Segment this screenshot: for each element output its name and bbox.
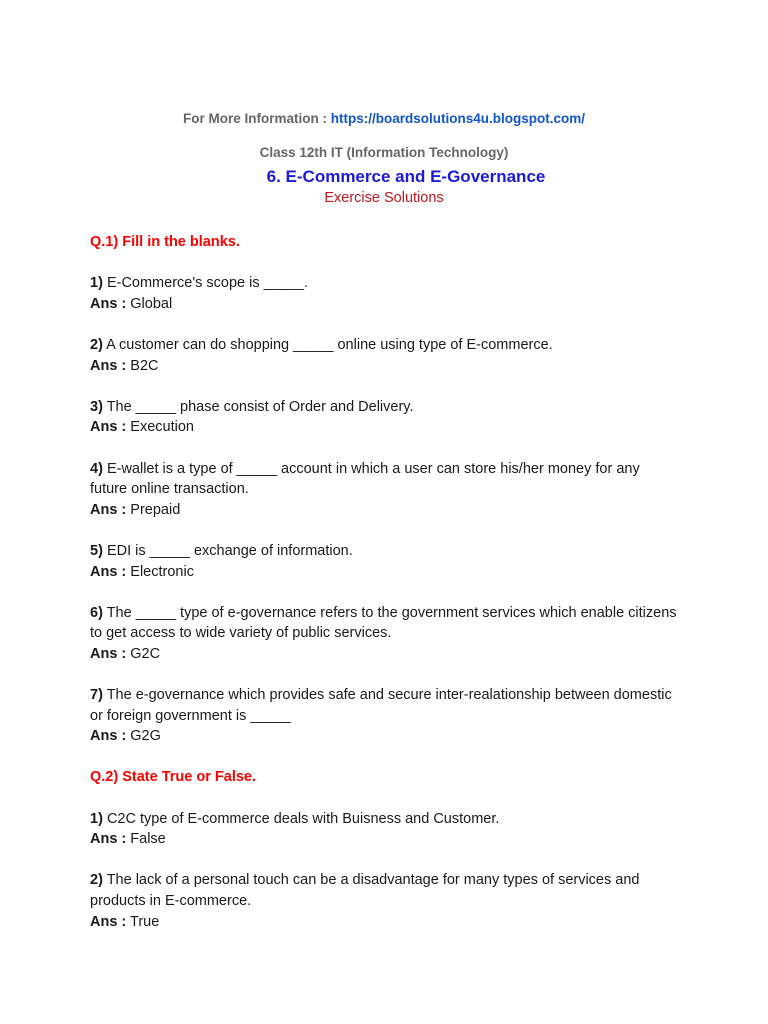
- question-text: [90, 685, 680, 726]
- answer-line: [90, 356, 680, 377]
- question-body: A customer can do shopping _____ online using type of E-commerce.: [106, 336, 553, 353]
- question-body: E-wallet is a type of _____ account in which a user can store his/her money for any future online transaction.: [90, 460, 640, 498]
- answer-label: Ans :: [90, 501, 127, 518]
- question-text: [90, 603, 680, 644]
- answer-label: Ans :: [90, 728, 127, 745]
- answer-line: [90, 829, 680, 850]
- answer-line: [90, 294, 680, 315]
- question-body: E-Commerce's scope is _____.: [106, 275, 308, 292]
- answer-line: [90, 912, 680, 933]
- question-item: [90, 809, 680, 850]
- answer-label: Ans :: [90, 419, 127, 436]
- question-text: [90, 541, 680, 562]
- question-number: 2): [90, 872, 103, 889]
- answer-text: Global: [130, 295, 173, 312]
- question-number: 2): [90, 336, 103, 353]
- question-body: C2C type of E-commerce deals with Buisness and Customer.: [106, 810, 500, 827]
- question-text: [90, 870, 680, 911]
- answer-label: Ans :: [90, 831, 127, 848]
- question-number: 1): [90, 810, 103, 827]
- answer-line: [90, 500, 680, 521]
- info-link[interactable]: https://boardsolutions4u.blogspot.com/: [330, 111, 585, 126]
- answer-line: [90, 417, 680, 438]
- document-body: [90, 232, 680, 953]
- question-item: [90, 685, 680, 747]
- answer-label: Ans :: [90, 357, 127, 374]
- question-item: [90, 459, 680, 521]
- info-line: [0, 111, 768, 126]
- answer-line: [90, 726, 680, 747]
- info-label: For More Information :: [183, 111, 331, 126]
- answer-line: [90, 562, 680, 583]
- section-title: Q.2) State True or False.: [90, 769, 256, 786]
- answer-text: Execution: [130, 419, 194, 436]
- answer-text: G2G: [130, 728, 161, 745]
- question-body: EDI is _____ exchange of information.: [106, 542, 353, 559]
- answer-text: B2C: [130, 357, 159, 374]
- question-text: [90, 397, 680, 418]
- answer-text: False: [130, 831, 166, 848]
- question-item: [90, 335, 680, 376]
- sub-title: Exercise Solutions: [324, 190, 444, 206]
- answer-text: Electronic: [130, 563, 194, 580]
- answer-text: G2C: [130, 645, 161, 662]
- question-text: [90, 273, 680, 294]
- question-body: The _____ type of e-governance refers to the government services which enable citizens to get access to wide variety of public services.: [90, 604, 677, 642]
- answer-text: True: [130, 913, 160, 930]
- question-number: 6): [90, 604, 103, 621]
- question-item: [90, 603, 680, 665]
- answer-label: Ans :: [90, 913, 127, 930]
- question-item: [90, 273, 680, 314]
- answer-line: [90, 644, 680, 665]
- chapter-title: 6. E-Commerce and E-Governance: [266, 167, 546, 186]
- answer-text: Prepaid: [130, 501, 181, 518]
- question-item: [90, 870, 680, 932]
- answer-label: Ans :: [90, 645, 127, 662]
- answer-label: Ans :: [90, 295, 127, 312]
- question-body: The e-governance which provides safe and secure inter-realationship between domestic or foreign government is _____: [90, 687, 672, 724]
- question-item: [90, 541, 680, 582]
- question-number: 7): [90, 687, 103, 704]
- question-number: 4): [90, 460, 103, 477]
- section-title: Q.1) Fill in the blanks.: [90, 234, 240, 250]
- question-text: [90, 809, 680, 830]
- question-body: The _____ phase consist of Order and Delivery.: [106, 398, 414, 415]
- question-number: 3): [90, 398, 103, 415]
- answer-label: Ans :: [90, 563, 127, 580]
- class-line: Class 12th IT (Information Technology): [259, 145, 509, 160]
- question-text: [90, 459, 680, 500]
- question-item: [90, 397, 680, 438]
- question-text: [90, 335, 680, 356]
- question-number: 5): [90, 542, 103, 559]
- question-number: 1): [90, 275, 103, 292]
- question-body: The lack of a personal touch can be a disadvantage for many types of services and products in E-commerce.: [90, 872, 640, 909]
